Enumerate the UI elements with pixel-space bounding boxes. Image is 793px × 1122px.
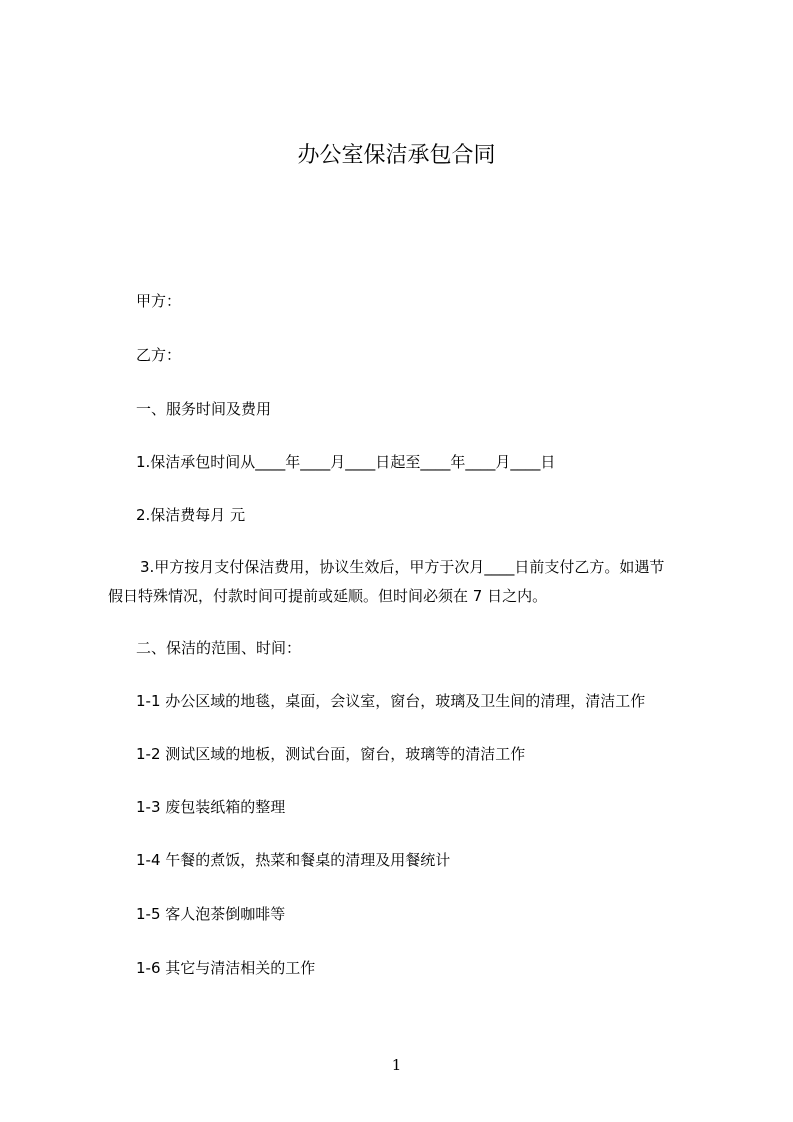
party-b-label: 乙方： bbox=[136, 346, 182, 364]
section1-heading: 一、服务时间及费用 bbox=[136, 400, 272, 418]
list-item: 1-4 午餐的煮饭，热菜和餐桌的清理及用餐统计 bbox=[136, 851, 451, 869]
section2-heading: 二、保洁的范围、时间： bbox=[136, 639, 302, 657]
list-item: 1-2 测试区域的地板，测试台面，窗台，玻璃等的清洁工作 bbox=[136, 745, 526, 763]
party-a-label: 甲方： bbox=[136, 292, 182, 310]
payment-clause bbox=[108, 553, 702, 611]
document-title: 办公室保洁承包合同 bbox=[297, 143, 496, 168]
page-number: 1 bbox=[391, 1056, 402, 1074]
payment-clause-line2: 假日特殊情况，付款时间可提前或延顺。但时间必须在 7 日之内。 bbox=[108, 587, 548, 605]
monthly-fee-clause: 2.保洁费每月 元 bbox=[136, 506, 246, 524]
list-item: 1-1 办公区域的地毯，桌面，会议室，窗台，玻璃及卫生间的清理，清洁工作 bbox=[136, 692, 646, 710]
service-period-clause: 1.保洁承包时间从____年____月____日起至____年____月____日 bbox=[136, 453, 556, 471]
list-item: 1-6 其它与清洁相关的工作 bbox=[136, 959, 316, 977]
list-item: 1-5 客人泡茶倒咖啡等 bbox=[136, 905, 286, 923]
list-item: 1-3 废包装纸箱的整理 bbox=[136, 798, 286, 816]
payment-clause-line1: 3.甲方按月支付保洁费用，协议生效后，甲方于次月____日前支付乙方。如遇节 bbox=[140, 558, 665, 576]
